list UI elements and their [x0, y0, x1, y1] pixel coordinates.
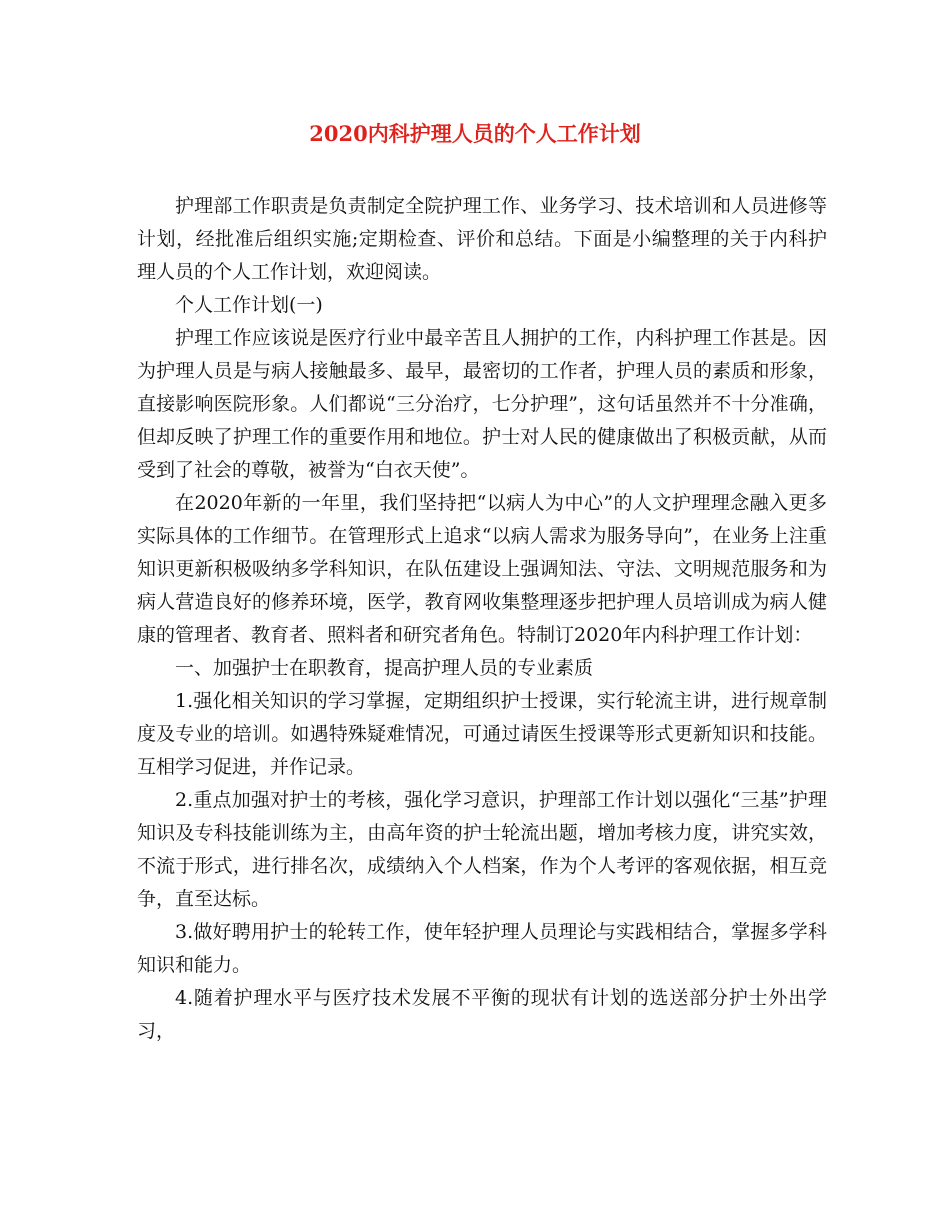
paragraph-intro: 护理部工作职责是负责制定全院护理工作、业务学习、技术培训和人员进修等计划，经批准后组织实施;定期检查、评价和总结。下面是小编整理的关于内科护理人员的个人工作计划，欢迎阅读。	[137, 195, 827, 283]
document-title: 2020内科护理人员的个人工作计划	[309, 121, 641, 146]
section-heading-plan-1: 个人工作计划(一)	[175, 294, 323, 316]
list-item-3: 3.做好聘用护士的轮转工作，使年轻护理人员理论与实践相结合，掌握多学科知识和能力。	[137, 921, 827, 976]
list-item-4: 4.随着护理水平与医疗技术发展不平衡的现状有计划的选送部分护士外出学习，	[137, 987, 827, 1042]
paragraph-nursing-role: 护理工作应该说是医疗行业中最辛苦且人拥护的工作，内科护理工作甚是。因为护理人员是与病人接触最多、最早，最密切的工作者，护理人员的素质和形象，直接影响医院形象。人们都说“三分治疗，七分护理”，这句话虽然并不十分准确，但却反映了护理工作的重要作用和地位。护士对人民的健康做出了积极贡献，从而受到了社会的尊敬，被誉为“白衣天使”。	[137, 327, 827, 481]
section-heading-education: 一、加强护士在职教育，提高护理人员的专业素质	[175, 657, 594, 679]
list-item-2: 2.重点加强对护士的考核，强化学习意识，护理部工作计划以强化“三基”护理知识及专科技能训练为主，由高年资的护士轮流出题，增加考核力度，讲究实效，不流于形式，进行排名次，成绩纳入个人档案，作为个人考评的客观依据，相互竞争，直至达标。	[137, 789, 827, 910]
document-body	[137, 190, 827, 1048]
paragraph-2020-plan: 在2020年新的一年里，我们坚持把“以病人为中心”的人文护理理念融入更多实际具体的工作细节。在管理形式上追求“以病人需求为服务导向”，在业务上注重知识更新积极吸纳多学科知识，在队伍建设上强调知法、守法、文明规范服务和为病人营造良好的修养环境，医学，教育网收集整理逐步把护理人员培训成为病人健康的管理者、教育者、照料者和研究者角色。特制订2020年内科护理工作计划：	[137, 492, 827, 646]
list-item-1: 1.强化相关知识的学习掌握，定期组织护士授课，实行轮流主讲，进行规章制度及专业的培训。如遇特殊疑难情况，可通过请医生授课等形式更新知识和技能。互相学习促进，并作记录。	[137, 690, 827, 778]
